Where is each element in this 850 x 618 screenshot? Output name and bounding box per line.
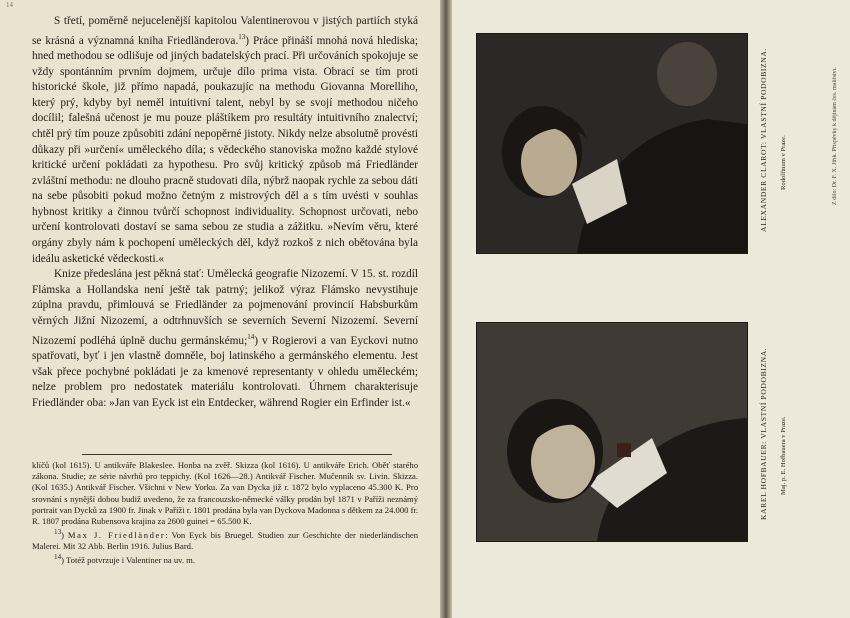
footnote-14-text: ) Totéž potvrzuje i Valentiner na uv. m. xyxy=(61,555,195,566)
portrait-hofbauer xyxy=(476,322,748,542)
footnote-13: $^{13}$) Max J. Friedländer: Von Eyck bis Bruegel. Studien zur Geschichte der niederländischen Malerei. Mit 32 Abb. Berlin 1916. Julius Bard. xyxy=(32,528,418,552)
footnote-13-author: Max J. Friedländer xyxy=(67,530,166,541)
paragraph-1-text-b: ) Práce přináší mnohá nová hlediska; hned methodou se odlišuje od jiných badatelských prací. Při určováních spokojuje se vždy spontánním prvním dojmem, určuje dílo prima vista. Obrací se tím proti historické škole, již přímo napadá, poukazujíc na methodu Giovanna Morelliho, který prý, kdyby byl neměl intuitivní talent, nebyl by se svojí methodou ničeho docílil; falešná učenost je mu pouze pláštíkem pro resultáty intuitivního znalectví; chtěl prý tím pouze způsobiti zdání nepopěrné jistoty. Nikdy nelze absolutně provésti důkazy při »určení« uměleckého díla; s vědeckého stanoviska možno každé stylové kritické určení pokládati za hypothesu. Pro svůj kritický způsob má Friedländer zvláštní methodu: ne dlouho pracně studovati díla, nýbrž naopak rychle za sebou dáti na sebe působiti pokud možno četným z mistrových děl a s tím uvésti v souhlas hybnost kritiky a činnou tvůrčí schopnost individuality. Schopnost určovati, nebo určení kontrolovati dostaví se sama sebou ze studia a zážitku. »Nevím věru, které orgány zbyly nám k pochopení uměleckých děl, když rozkoš z nich obětována byla ideálu asketické vědeckosti.« xyxy=(32,34,418,265)
portrait-clarot-image xyxy=(477,34,747,253)
caption-hofbauer-title: KAREL HOFBAUER: VLASTNÍ PODOBIZNA. xyxy=(759,347,768,520)
footnote-13-text: : Von Eyck bis Bruegel. Studien zur Geschichte der niederländischen Malerei. Mit 32 Abb. Berlin 1916. Julius Bard. xyxy=(32,530,418,552)
book-spine xyxy=(440,0,452,618)
footnote-14 xyxy=(32,552,418,566)
footnote-13-number: 13 xyxy=(54,528,62,537)
footnote-ref-13: 13 xyxy=(238,32,246,41)
caption-hofbauer xyxy=(755,347,773,520)
paragraph-2 xyxy=(32,267,418,411)
page-mark: 14 xyxy=(6,1,13,9)
caption-clarot xyxy=(755,48,773,232)
caption-hofbauer-sub: Maj. p. E. Hofbauera v Praze. xyxy=(780,416,787,495)
paragraph-2-text-a: Knize předeslána jest pěkná stať: Umělecká geografie Nizozemí. V 15. st. rozdíl Flámska a Hollandska není ještě tak patrný; jelikož výraz Flámsko nevystihuje zúplna pravdu, přimlouvá se Friedländer za pojmenování provincií Habsburkům věrných Jižní Nizozemí, a odtrhnuvších se severních Severní Nizozemí. Severní Nizozemí podléhá úplně duchu germánskému; xyxy=(32,268,418,347)
footnote-continuation: klíčů (kol 1615). U antikváře Blakeslee. Honba na zvěř. Skizza (kol 1616). U antikváře Erich. Oběť starého zákona. Studie; ze série návrhů pro teppichy. (Kol 1626—28.) Antikvář Fischer. Mučenník sv. Livin. Skizza. (Kol 1635.) Antikvář Fischer. Všichni v New Yorku. Za van Dycka již r. 1872 bylo vyplaceno 45.300 K. Pro srovnání s nynější dobou budiž uvedeno, že za francouzsko-německé války prodán byl 1871 v Paříži neznámý portrait van Dycků za 1900 fr. Jinak v Paříži r. 1801 prodána byla van Dyckova Madonna s dětkem za 24.000 fr. R. 1807 prodána Rubensova krajina za 2600 guinei = 65.500 K. xyxy=(32,460,418,527)
portrait-clarot xyxy=(476,33,748,254)
portrait-hofbauer-image xyxy=(477,323,747,541)
footnote-ref-14: 14 xyxy=(247,332,255,341)
footnote-14-number: 14 xyxy=(54,553,62,562)
footnotes xyxy=(32,460,418,567)
paragraph-1 xyxy=(32,14,418,267)
footnote-divider xyxy=(82,454,392,455)
main-text xyxy=(32,14,418,411)
source-note: Z dílo: Dr. F. X. Jiřík. Příspěvky k dějinám čes. malířství. xyxy=(832,67,838,205)
caption-hofbauer-source xyxy=(775,385,793,495)
caption-clarot-title: ALEXANDER CLAROT: VLASTNÍ PODOBIZNA. xyxy=(759,48,768,232)
caption-clarot-source xyxy=(775,100,793,190)
paragraph-1-text-a: S třetí, poměrně nejucelenější kapitolou Valentinerovou v jistých partiích styká se krásná a významná kniha Friedländerova. xyxy=(32,15,418,47)
paragraph-2-text-b: ) v Rogierovi a van Eyckovi nutno spatřovati, byť i jen vlastně domněle, boj latinského a germánského elementu. Jest však přece pochybné pokládati je za kmenové representanty v ohledu uměleckém; nelze problem pro nedostatek materiálu kontrolovati. Úhrnem charakterisuje Friedländer oba: »Jan van Eyck ist ein Entdecker, während Rogier ein Erfinder ist.« xyxy=(32,334,418,409)
caption-clarot-sub: Rodolfinum v Praze. xyxy=(780,135,787,190)
